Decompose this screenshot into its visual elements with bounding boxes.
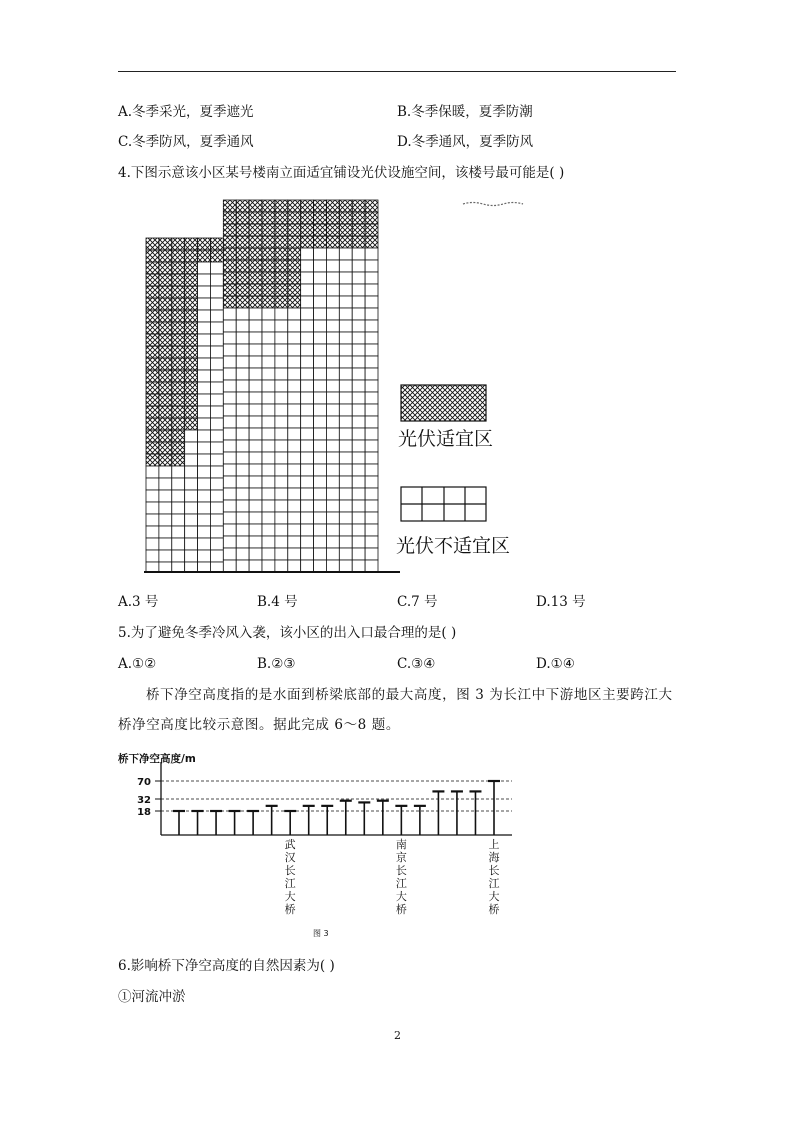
q5-option-a: A.①② [118,656,157,672]
q3-option-a: A.冬季采光，夏季遮光 [118,104,254,120]
bridge-name-char: 江 [395,877,407,890]
bridge-name-char: 武 [284,838,296,851]
q4-option-a: A.3 号 [118,594,159,610]
bridge-name-label [396,838,407,916]
chart-caption: 图 3 [313,929,329,938]
y-tick-label: 70 [137,777,151,788]
q5-option-b: B.②③ [257,656,296,672]
bridge-name-char: 桥 [488,903,500,916]
bridge-name-char: 京 [395,851,407,864]
bridge-name-char: 大 [395,890,407,903]
bridge-name-label [489,837,500,916]
page-number: 2 [394,1029,401,1042]
bridge-name-char: 南 [395,838,407,851]
q6-stem: 6.影响桥下净空高度的自然因素为( ) [118,958,335,974]
bridge-name-char: 桥 [395,903,407,916]
bridge-name-char: 长 [395,864,407,877]
q4-option-c: C.7 号 [397,594,438,610]
bridge-name-char: 大 [488,890,500,903]
q3-option-b: B.冬季保暖，夏季防潮 [397,104,533,120]
intro-line-1: 桥下净空高度指的是水面到桥梁底部的最大高度，图 3 为长江中下游地区主要跨江大 [146,687,673,703]
q5-option-c: C.③④ [397,656,436,672]
q4-stem: 4.下图示意该小区某号楼南立面适宜铺设光伏设施空间，该楼号最可能是( ) [118,165,565,181]
y-tick-label: 18 [137,807,151,818]
bridge-name-label [285,837,296,916]
q3-option-c: C.冬季防风，夏季通风 [118,134,254,150]
q5-option-d: D.①④ [536,656,575,672]
q4-option-b: B.4 号 [257,594,298,610]
y-tick-label: 32 [137,795,151,806]
bridge-name-char: 海 [488,851,500,864]
bridge-name-char: 桥 [284,903,296,916]
q3-option-d: D.冬季通风，夏季防风 [397,134,534,150]
intro-line-2: 桥净空高度比较示意图。据此完成 6～8 题。 [118,717,400,733]
bridge-name-char: 江 [488,877,500,890]
q6-option-1: ①河流冲淤 [118,989,186,1005]
bridge-name-char: 长 [284,864,296,877]
bridge-name-char: 长 [488,864,500,877]
bridge-name-char: 汉 [284,851,296,864]
q4-option-d: D.13 号 [536,594,586,610]
bridge-name-char: 大 [284,890,296,903]
bridge-name-char: 上 [488,838,500,851]
q5-stem: 5.为了避免冬季冷风入袭，该小区的出入口最合理的是( ) [118,625,457,641]
legend-suitable-label: 光伏适宜区 [398,428,494,450]
bridge-name-char: 江 [284,877,296,890]
chart-y-label: 桥下净空高度/m [118,753,196,765]
legend-unsuitable-label: 光伏不适宜区 [396,535,511,557]
